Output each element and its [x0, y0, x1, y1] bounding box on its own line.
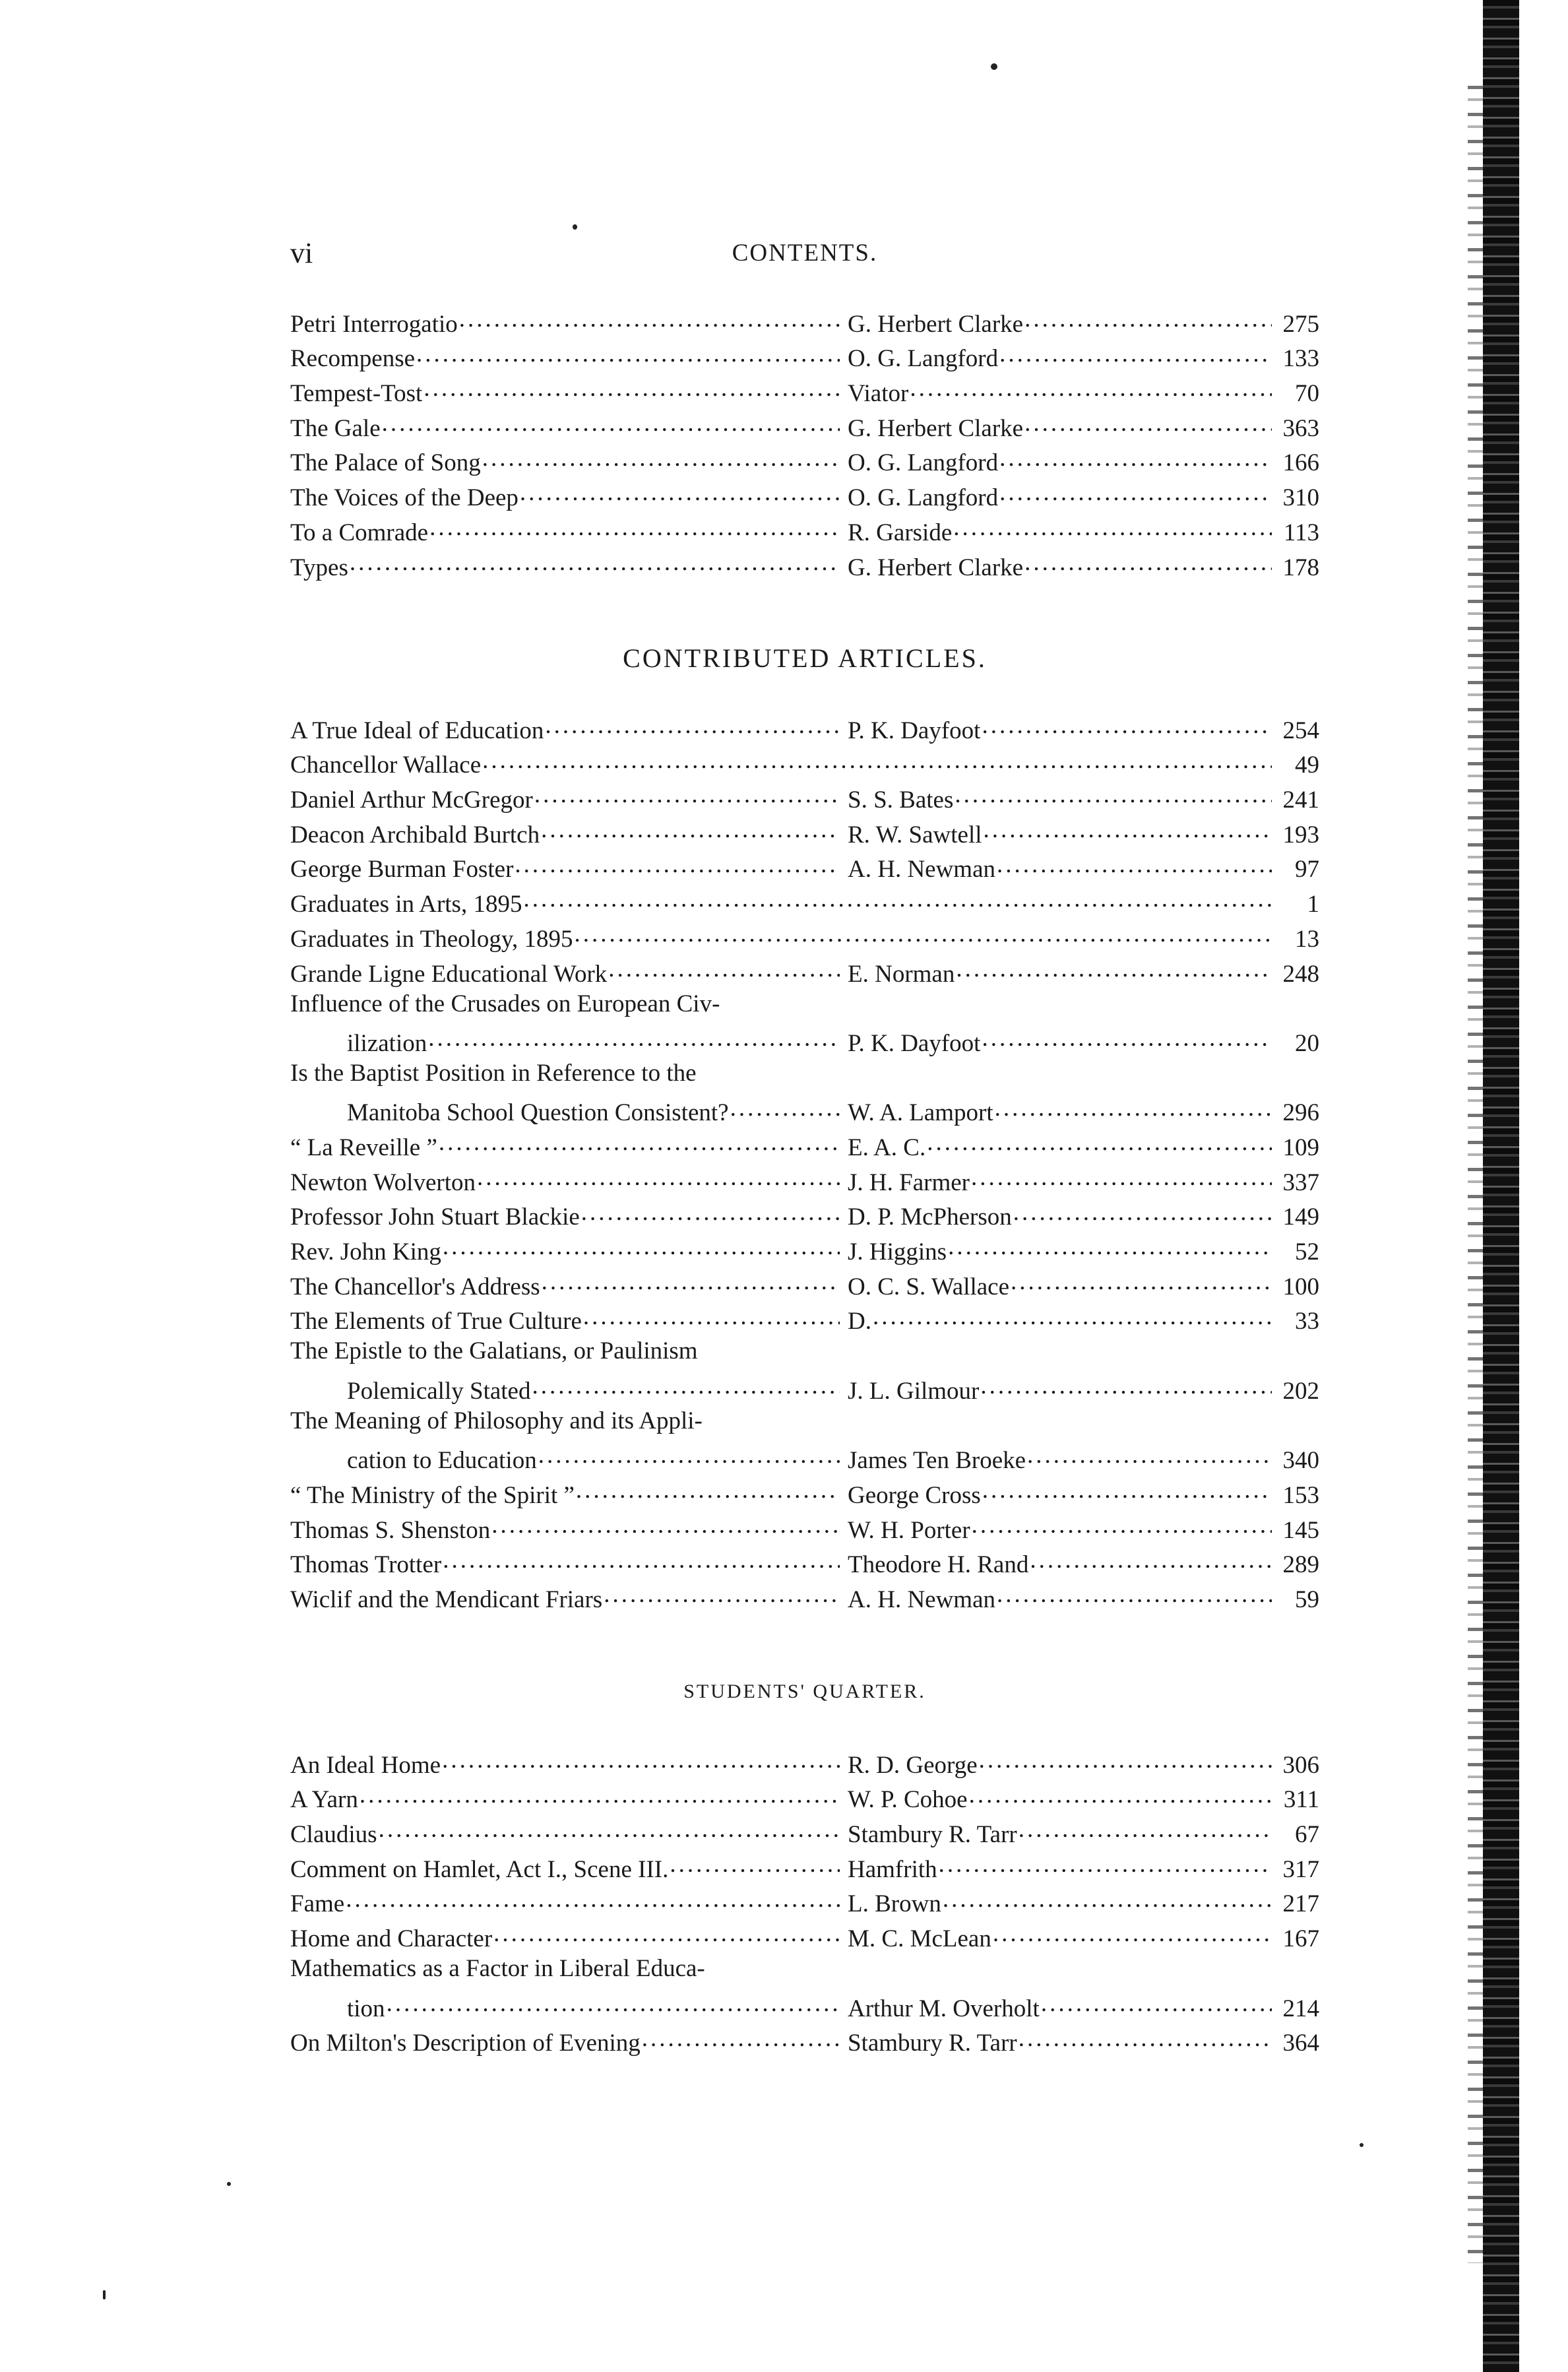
- entry-author: R. W. Sawtell: [848, 821, 982, 849]
- dot-leader: [995, 1094, 1272, 1121]
- dot-leader: [982, 1024, 1272, 1051]
- toc-entry: [290, 374, 1319, 409]
- entry-author: P. K. Dayfoot: [848, 1029, 981, 1057]
- dot-leader: [1019, 2024, 1272, 2051]
- toc-entry: [290, 885, 1319, 920]
- toc-entry: [290, 711, 1319, 746]
- entry-page: 67: [1295, 1821, 1319, 1849]
- dot-leader: [515, 850, 840, 878]
- entry-title: Grande Ligne Educational Work: [290, 960, 608, 988]
- entry-author: R. D. George: [848, 1751, 978, 1779]
- dot-leader: [999, 444, 1272, 471]
- dot-leader: [955, 781, 1272, 808]
- entry-author: A. H. Newman: [848, 856, 996, 883]
- entry-title: Claudius: [290, 1821, 377, 1849]
- entry-title: Chancellor Wallace: [290, 752, 482, 779]
- entry-title: Mathematics as a Factor in Liberal Educa-: [290, 1955, 705, 1983]
- entry-page: 311: [1283, 1786, 1319, 1814]
- dot-leader: [982, 1476, 1272, 1503]
- entry-title: On Milton's Description of Evening: [290, 2030, 641, 2057]
- dot-leader: [520, 478, 840, 505]
- entry-title: Polemically Stated: [347, 1377, 531, 1405]
- entry-title: Comment on Hamlet, Act I., Scene III.: [290, 1855, 669, 1883]
- entry-page: 167: [1282, 1925, 1319, 1953]
- entry-author: Viator: [848, 380, 909, 408]
- entry-title: Rev. John King: [290, 1238, 441, 1266]
- dot-leader: [583, 1302, 840, 1330]
- toc-entry: [290, 920, 1319, 955]
- entry-title: Deacon Archibald Burtch: [290, 821, 540, 849]
- entry-page: 202: [1282, 1377, 1319, 1405]
- dot-leader: [984, 816, 1272, 843]
- entry-author: O. G. Langford: [848, 345, 999, 373]
- students-quarter-heading: STUDENTS' QUARTER.: [683, 1681, 926, 1702]
- toc-entry: [290, 1476, 1319, 1511]
- entry-page: 193: [1282, 821, 1319, 849]
- dot-leader: [477, 1163, 840, 1190]
- dot-leader: [482, 746, 1272, 773]
- dot-leader: [999, 478, 1272, 505]
- entry-author: D. P. McPherson: [848, 1203, 1012, 1231]
- page-header: [290, 236, 1319, 276]
- toc-entry: [290, 1163, 1319, 1198]
- toc-entry: [290, 1302, 1319, 1337]
- entry-author: S. S. Bates: [848, 786, 954, 814]
- entry-title: Manitoba School Question Consistent?: [347, 1099, 729, 1127]
- entry-page: 214: [1282, 1995, 1319, 2022]
- toc-entry: [290, 1407, 1319, 1442]
- toc-entry: [290, 990, 1319, 1025]
- entry-title: Wiclif and the Mendicant Friars: [290, 1586, 603, 1613]
- entry-page: 275: [1282, 310, 1319, 338]
- page-number: vi: [290, 237, 313, 269]
- dot-leader: [532, 1372, 840, 1399]
- entry-title: ilization: [347, 1029, 427, 1057]
- dot-leader: [982, 711, 1272, 738]
- dot-leader: [581, 1198, 840, 1225]
- entry-page: 166: [1282, 449, 1319, 477]
- entry-author: W. H. Porter: [848, 1516, 970, 1544]
- toc-entry: [290, 444, 1319, 479]
- entry-title: Daniel Arthur McGregor: [290, 786, 533, 814]
- entry-title: Graduates in Theology, 1895: [290, 925, 573, 953]
- dot-leader: [429, 513, 840, 540]
- dot-leader: [423, 374, 840, 401]
- entry-title: Is the Baptist Position in Reference to the: [290, 1059, 697, 1087]
- entry-author: L. Brown: [848, 1890, 941, 1918]
- entry-title: Thomas Trotter: [290, 1551, 442, 1579]
- dot-leader: [948, 1233, 1272, 1260]
- toc-entry: [290, 1989, 1319, 2024]
- entry-page: 1: [1307, 891, 1319, 918]
- toc-entry: [290, 1885, 1319, 1920]
- toc-entry: [290, 1024, 1319, 1059]
- entry-title: A Yarn: [290, 1786, 358, 1814]
- toc-entry: [290, 1267, 1319, 1302]
- dot-leader: [523, 885, 1272, 912]
- entry-author: Arthur M. Overholt: [848, 1995, 1040, 2022]
- contributed-articles-list: [290, 711, 1319, 1615]
- entry-author: Theodore H. Rand: [848, 1551, 1029, 1579]
- entry-title: Professor John Stuart Blackie: [290, 1203, 580, 1231]
- dot-leader: [956, 955, 1272, 982]
- entry-page: 33: [1295, 1308, 1319, 1335]
- entry-page: 52: [1295, 1238, 1319, 1266]
- dot-leader: [927, 1128, 1272, 1155]
- entry-page: 20: [1295, 1029, 1319, 1057]
- poems-list: [290, 305, 1319, 583]
- toc-entry: [290, 955, 1319, 990]
- entry-page: 306: [1282, 1751, 1319, 1779]
- entry-page: 13: [1295, 925, 1319, 953]
- toc-entry: [290, 548, 1319, 583]
- toc-entry: [290, 2024, 1319, 2059]
- dot-leader: [999, 340, 1272, 367]
- dot-leader: [993, 1919, 1272, 1946]
- entry-author: O. C. S. Wallace: [848, 1273, 1010, 1300]
- dot-leader: [442, 1746, 840, 1773]
- contributed-articles-heading: CONTRIBUTED ARTICLES.: [623, 643, 987, 673]
- entry-title: Thomas S. Shenston: [290, 1516, 491, 1544]
- entry-title: tion: [347, 1995, 385, 2022]
- dot-leader: [443, 1233, 840, 1260]
- dot-leader: [379, 1815, 840, 1842]
- entry-title: Home and Character: [290, 1925, 493, 1953]
- ink-speck: [1360, 2143, 1364, 2147]
- dot-leader: [1019, 1815, 1272, 1842]
- entry-title: The Voices of the Deep: [290, 484, 518, 512]
- entry-title: cation to Education: [347, 1447, 537, 1475]
- toc-entry: [290, 409, 1319, 444]
- entry-title: The Meaning of Philosophy and its Appli-: [290, 1407, 703, 1434]
- entry-title: George Burman Foster: [290, 856, 514, 883]
- dot-leader: [910, 374, 1272, 401]
- entry-page: 337: [1282, 1169, 1319, 1196]
- dot-leader: [493, 1919, 840, 1946]
- dot-leader: [1011, 1267, 1272, 1295]
- entry-title: Tempest-Tost: [290, 380, 423, 408]
- dot-leader: [387, 1989, 840, 2016]
- entry-page: 100: [1282, 1273, 1319, 1300]
- dot-leader: [979, 1746, 1272, 1773]
- entry-author: E. A. C.: [848, 1134, 926, 1161]
- entry-title: Influence of the Crusades on European Civ-: [290, 990, 720, 1017]
- toc-entry: [290, 1815, 1319, 1850]
- entry-author: J. Higgins: [848, 1238, 947, 1266]
- entry-page: 363: [1282, 414, 1319, 442]
- dot-leader: [971, 1163, 1272, 1190]
- entry-page: 49: [1295, 752, 1319, 779]
- dot-leader: [575, 920, 1272, 947]
- entry-title: Recompense: [290, 345, 416, 373]
- entry-author: G. Herbert Clarke: [848, 310, 1024, 338]
- entry-author: G. Herbert Clarke: [848, 414, 1024, 442]
- ink-speck: [573, 224, 577, 230]
- entry-title: A True Ideal of Education: [290, 717, 544, 744]
- entry-page: 289: [1282, 1551, 1319, 1579]
- entry-title: Newton Wolverton: [290, 1169, 476, 1196]
- entry-page: 149: [1282, 1203, 1319, 1231]
- toc-entry: [290, 1441, 1319, 1476]
- entry-author: O. G. Langford: [848, 449, 999, 477]
- dot-leader: [439, 1128, 840, 1155]
- dot-leader: [428, 1024, 840, 1051]
- dot-leader: [997, 850, 1272, 878]
- entry-page: 241: [1282, 786, 1319, 814]
- toc-entry: [290, 305, 1319, 340]
- entry-page: 70: [1295, 380, 1319, 408]
- entry-page: 113: [1283, 519, 1319, 546]
- dot-leader: [545, 711, 840, 738]
- ink-speck: [103, 2290, 106, 2299]
- dot-leader: [969, 1781, 1272, 1808]
- entry-page: 254: [1282, 717, 1319, 744]
- toc-entry: [290, 1781, 1319, 1816]
- dot-leader: [382, 409, 840, 436]
- dot-leader: [1027, 1441, 1272, 1468]
- toc-entry: [290, 816, 1319, 850]
- entry-author: G. Herbert Clarke: [848, 554, 1024, 581]
- dot-leader: [939, 1850, 1272, 1877]
- entry-title: Types: [290, 554, 348, 581]
- entry-title: Petri Interrogatio: [290, 310, 458, 338]
- dot-leader: [350, 548, 840, 575]
- dot-leader: [997, 1580, 1272, 1607]
- entry-page: 340: [1282, 1447, 1319, 1475]
- entry-title: The Gale: [290, 414, 381, 442]
- toc-entry: [290, 1511, 1319, 1546]
- dot-leader: [604, 1580, 840, 1607]
- toc-entry: [290, 1198, 1319, 1233]
- entry-author: Hamfrith: [848, 1855, 937, 1883]
- dot-leader: [980, 1372, 1272, 1399]
- dot-leader: [943, 1885, 1272, 1912]
- dot-leader: [360, 1781, 840, 1808]
- dot-leader: [576, 1476, 840, 1503]
- toc-entry: [290, 781, 1319, 816]
- entry-author: Stambury R. Tarr: [848, 2030, 1017, 2057]
- dot-leader: [608, 955, 840, 982]
- entry-page: 317: [1282, 1855, 1319, 1883]
- running-title: CONTENTS.: [732, 240, 878, 267]
- entry-page: 296: [1282, 1099, 1319, 1127]
- entry-page: 109: [1282, 1134, 1319, 1161]
- entry-page: 59: [1295, 1586, 1319, 1613]
- entry-page: 145: [1282, 1516, 1319, 1544]
- toc-entry: [290, 1954, 1319, 1989]
- entry-author: D.: [848, 1308, 871, 1335]
- toc-entry: [290, 1337, 1319, 1372]
- dot-leader: [534, 781, 840, 808]
- dot-leader: [542, 1267, 840, 1295]
- dot-leader: [1030, 1546, 1272, 1573]
- entry-author: E. Norman: [848, 960, 955, 988]
- dot-leader: [459, 305, 840, 332]
- toc-entry: [290, 340, 1319, 375]
- dot-leader: [443, 1546, 840, 1573]
- dot-leader: [953, 513, 1272, 540]
- entry-title: “ The Ministry of the Spirit ”: [290, 1481, 575, 1509]
- toc-entry: [290, 1746, 1319, 1781]
- dot-leader: [491, 1511, 840, 1538]
- ink-speck: [227, 2182, 231, 2186]
- entry-author: George Cross: [848, 1481, 981, 1509]
- entry-page: 310: [1282, 484, 1319, 512]
- entry-page: 97: [1295, 856, 1319, 883]
- toc-entry: [290, 746, 1319, 781]
- entry-title: “ La Reveille ”: [290, 1134, 437, 1161]
- entry-title: Graduates in Arts, 1895: [290, 891, 522, 918]
- entry-title: Fame: [290, 1890, 345, 1918]
- entry-title: The Chancellor's Address: [290, 1273, 540, 1300]
- toc-entry: [290, 1919, 1319, 1954]
- entry-author: R. Garside: [848, 519, 953, 546]
- toc-entry: [290, 1059, 1319, 1094]
- toc-entry: [290, 1850, 1319, 1885]
- entry-title: The Elements of True Culture: [290, 1308, 582, 1335]
- dot-leader: [873, 1302, 1272, 1330]
- entry-page: 133: [1282, 345, 1319, 373]
- dot-leader: [1024, 548, 1272, 575]
- toc-entry: [290, 1546, 1319, 1581]
- toc-entry: [290, 513, 1319, 548]
- dot-leader: [1024, 409, 1272, 436]
- toc-entry: [290, 478, 1319, 513]
- entry-page: 248: [1282, 960, 1319, 988]
- entry-author: W. P. Cohoe: [848, 1786, 968, 1814]
- dot-leader: [482, 444, 840, 471]
- toc-entry: [290, 850, 1319, 885]
- entry-title: An Ideal Home: [290, 1751, 441, 1779]
- dot-leader: [541, 816, 840, 843]
- toc-entry: [290, 1233, 1319, 1267]
- entry-title: To a Comrade: [290, 519, 429, 546]
- entry-author: James Ten Broeke: [848, 1447, 1026, 1475]
- entry-author: A. H. Newman: [848, 1586, 996, 1613]
- entry-author: M. C. McLean: [848, 1925, 991, 1953]
- entry-author: O. G. Langford: [848, 484, 999, 512]
- toc-entry: [290, 1128, 1319, 1163]
- entry-page: 217: [1282, 1890, 1319, 1918]
- dot-leader: [416, 340, 840, 367]
- entry-page: 178: [1282, 554, 1319, 581]
- entry-title: The Palace of Song: [290, 449, 481, 477]
- dot-leader: [346, 1885, 840, 1912]
- dot-leader: [730, 1094, 840, 1121]
- entry-page: 364: [1282, 2030, 1319, 2057]
- ink-speck: [991, 63, 997, 70]
- students-quarter-list: [290, 1746, 1319, 2059]
- entry-author: W. A. Lamport: [848, 1099, 993, 1127]
- dot-leader: [1013, 1198, 1272, 1225]
- toc-entry: [290, 1372, 1319, 1407]
- dot-leader: [538, 1441, 840, 1468]
- scan-edge-shadow: [1483, 0, 1519, 2372]
- toc-entry: [290, 1580, 1319, 1615]
- dot-leader: [670, 1850, 840, 1877]
- entry-author: Stambury R. Tarr: [848, 1821, 1017, 1849]
- dot-leader: [972, 1511, 1272, 1538]
- dot-leader: [1024, 305, 1272, 332]
- entry-author: P. K. Dayfoot: [848, 717, 981, 744]
- toc-entry: [290, 1094, 1319, 1129]
- entry-author: J. H. Farmer: [848, 1169, 970, 1196]
- dot-leader: [642, 2024, 840, 2051]
- dot-leader: [1041, 1989, 1272, 2016]
- entry-page: 153: [1282, 1481, 1319, 1509]
- entry-title: The Epistle to the Galatians, or Paulinism: [290, 1337, 698, 1365]
- entry-author: J. L. Gilmour: [848, 1377, 980, 1405]
